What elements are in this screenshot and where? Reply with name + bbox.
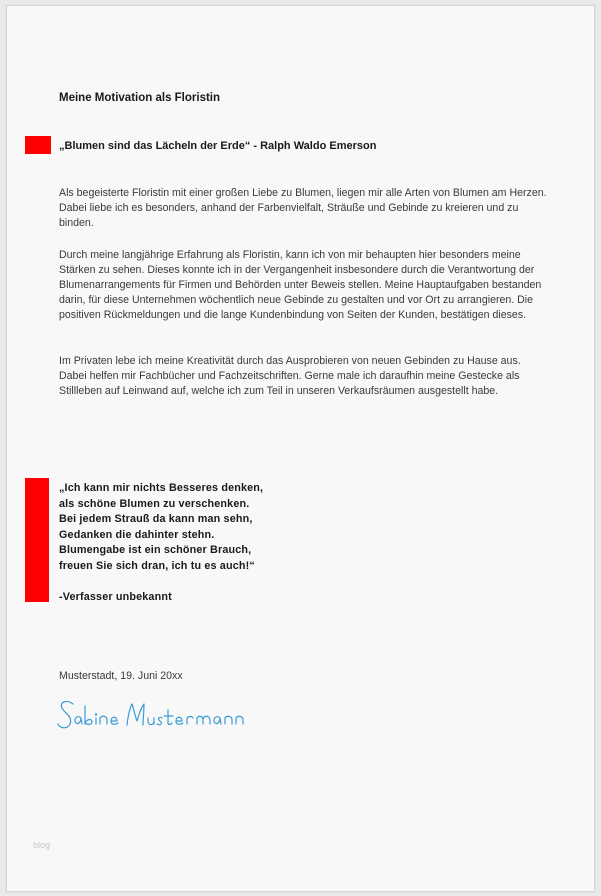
poem-line: als schöne Blumen zu verschenken. (59, 497, 250, 510)
poem-line: Blumengabe ist ein schöner Brauch, (59, 544, 252, 556)
poem-line: Gedanken die dahinter stehn. (59, 528, 215, 541)
quote-line: „Blumen sind das Lächeln der Erde“ - Ralph Waldo Emerson (59, 140, 377, 152)
poem-block (59, 481, 359, 605)
letter-title: Meine Motivation als Floristin (59, 92, 221, 104)
paragraph-3: Im Privaten lebe ich meine Kreativität durch das Ausprobieren von neuen Gebinden zu Hause aus. Dabei helfen mir Fachbücher und Fachzeitschriften. Gerne male ich daraufhin meine Gestecke als Stillleben auf Leinwand auf, welche ich zum Teil in unseren Verkaufsräumen ausgestellt habe. (59, 355, 521, 397)
paragraph-2: Durch meine langjährige Erfahrung als Floristin, kann ich von mir behaupten hier besonders meine Stärken zu sehen. Dieses konnte ich in der Vergangenheit insbesondere durch die Verantwortung der Blumenarrangements für Firmen und Behörden unter Beweis stellen. Meine Hauptaufgaben bestanden darin, für diese Unternehmen wöchentlich neue Gebinde zu gestalten und vor Ort zu arrangieren. Die positiven Rückmeldungen und die lange Kundenbindung von Seiten der Kunden, bestätigen dieses. (59, 249, 542, 321)
signature (55, 694, 255, 734)
quote-accent-bar (25, 136, 51, 154)
poem-line: freuen Sie sich dran, ich tu es auch!“ (59, 559, 255, 572)
poem-accent-bar (25, 478, 49, 602)
place-date: Musterstadt, 19. Juni 20xx (59, 670, 183, 682)
letter-page (6, 5, 595, 892)
poem-line: Bei jedem Strauß da kann man sehn, (59, 513, 253, 525)
poem-author: -Verfasser unbekannt (59, 590, 172, 603)
watermark: blog (33, 840, 51, 850)
paragraph-1: Als begeisterte Floristin mit einer großen Liebe zu Blumen, liegen mir alle Arten von Blumen am Herzen. Dabei liebe ich es besonders, anhand der Farbenvielfalt, Sträuße und Gebinde zu kreieren und zu binden. (59, 187, 547, 229)
poem-line: „Ich kann mir nichts Besseres denken, (59, 482, 264, 494)
